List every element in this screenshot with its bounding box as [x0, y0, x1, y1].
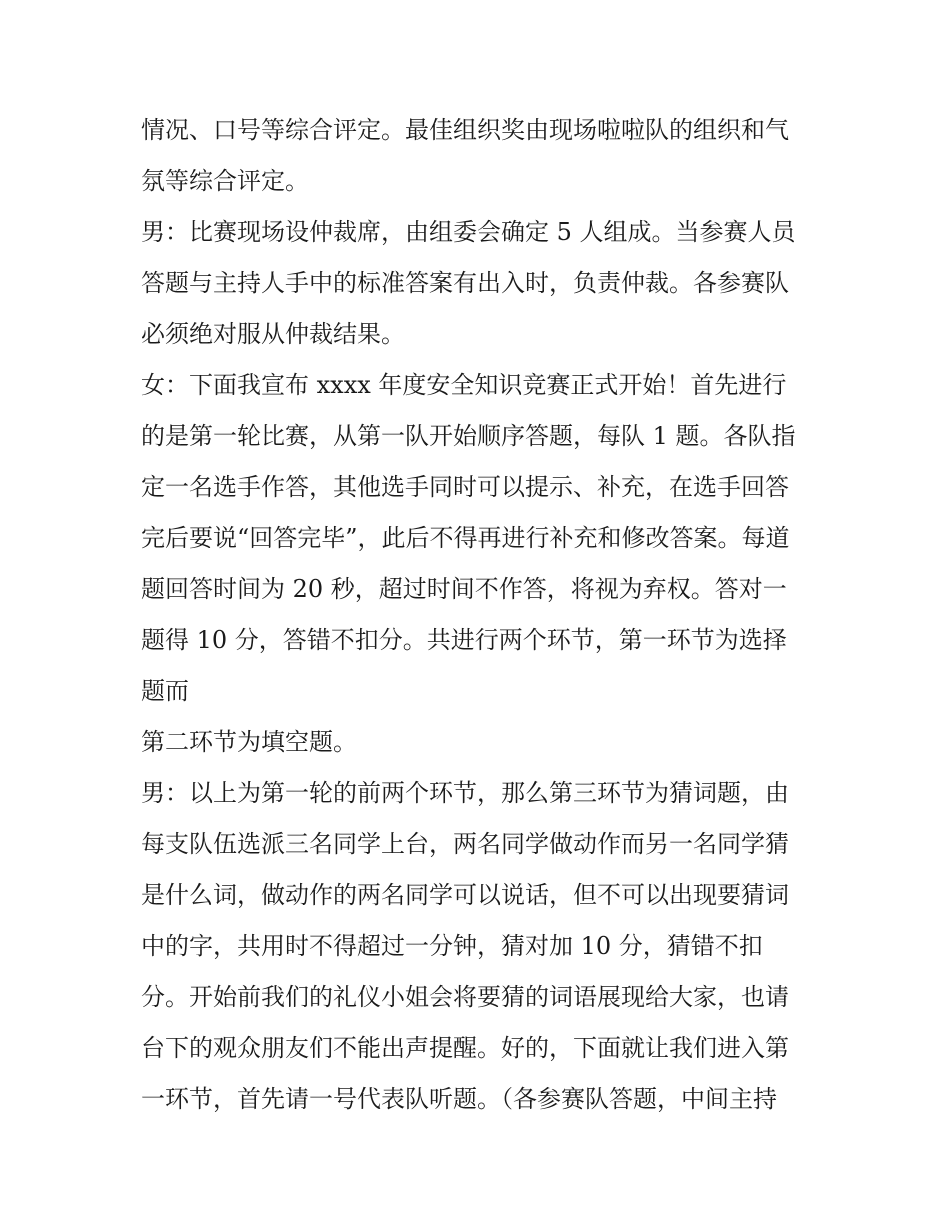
text-line: 的是第一轮比赛，从第一队开始顺序答题，每队 1 题。各队指 — [141, 422, 796, 450]
text-line: 题而 — [141, 677, 189, 705]
document-body — [141, 105, 821, 1125]
text-line: 台下的观众朋友们不能出声提醒。好的，下面就让我们进入第 — [141, 1034, 789, 1062]
text-line: 定一名选手作答，其他选手同时可以提示、补充，在选手回答 — [141, 473, 789, 501]
text-line: 氛等综合评定。 — [141, 167, 309, 195]
text-line: 一环节，首先请一号代表队听题。（各参赛队答题，中间主持 — [141, 1085, 777, 1113]
text-line: 每支队伍选派三名同学上台，两名同学做动作而另一名同学猜 — [141, 830, 789, 858]
text-line: 情况、口号等综合评定。最佳组织奖由现场啦啦队的组织和气 — [141, 116, 789, 144]
text-line: 男：以上为第一轮的前两个环节，那么第三环节为猜词题，由 — [141, 779, 789, 807]
text-line: 完后要说“回答完毕”，此后不得再进行补充和修改答案。每道 — [141, 524, 790, 552]
text-line: 必须绝对服从仲裁结果。 — [141, 320, 405, 348]
text-line: 是什么词，做动作的两名同学可以说话，但不可以出现要猜词 — [141, 881, 789, 909]
text-line: 第二环节为填空题。 — [141, 728, 357, 756]
text-line: 题回答时间为 20 秒，超过时间不作答，将视为弃权。答对一 — [141, 575, 787, 603]
text-line: 女：下面我宣布 xxxx 年度安全知识竞赛正式开始！首先进行 — [141, 371, 787, 399]
text-line: 男：比赛现场设仲裁席，由组委会确定 5 人组成。当参赛人员 — [141, 218, 796, 246]
text-line: 中的字，共用时不得超过一分钟，猜对加 10 分，猜错不扣 — [141, 932, 763, 960]
text-line: 题得 10 分，答错不扣分。共进行两个环节，第一环节为选择 — [141, 626, 787, 654]
text-line: 答题与主持人手中的标准答案有出入时，负责仲裁。各参赛队 — [141, 269, 789, 297]
text-line: 分。开始前我们的礼仪小姐会将要猜的词语展现给大家，也请 — [141, 983, 789, 1011]
